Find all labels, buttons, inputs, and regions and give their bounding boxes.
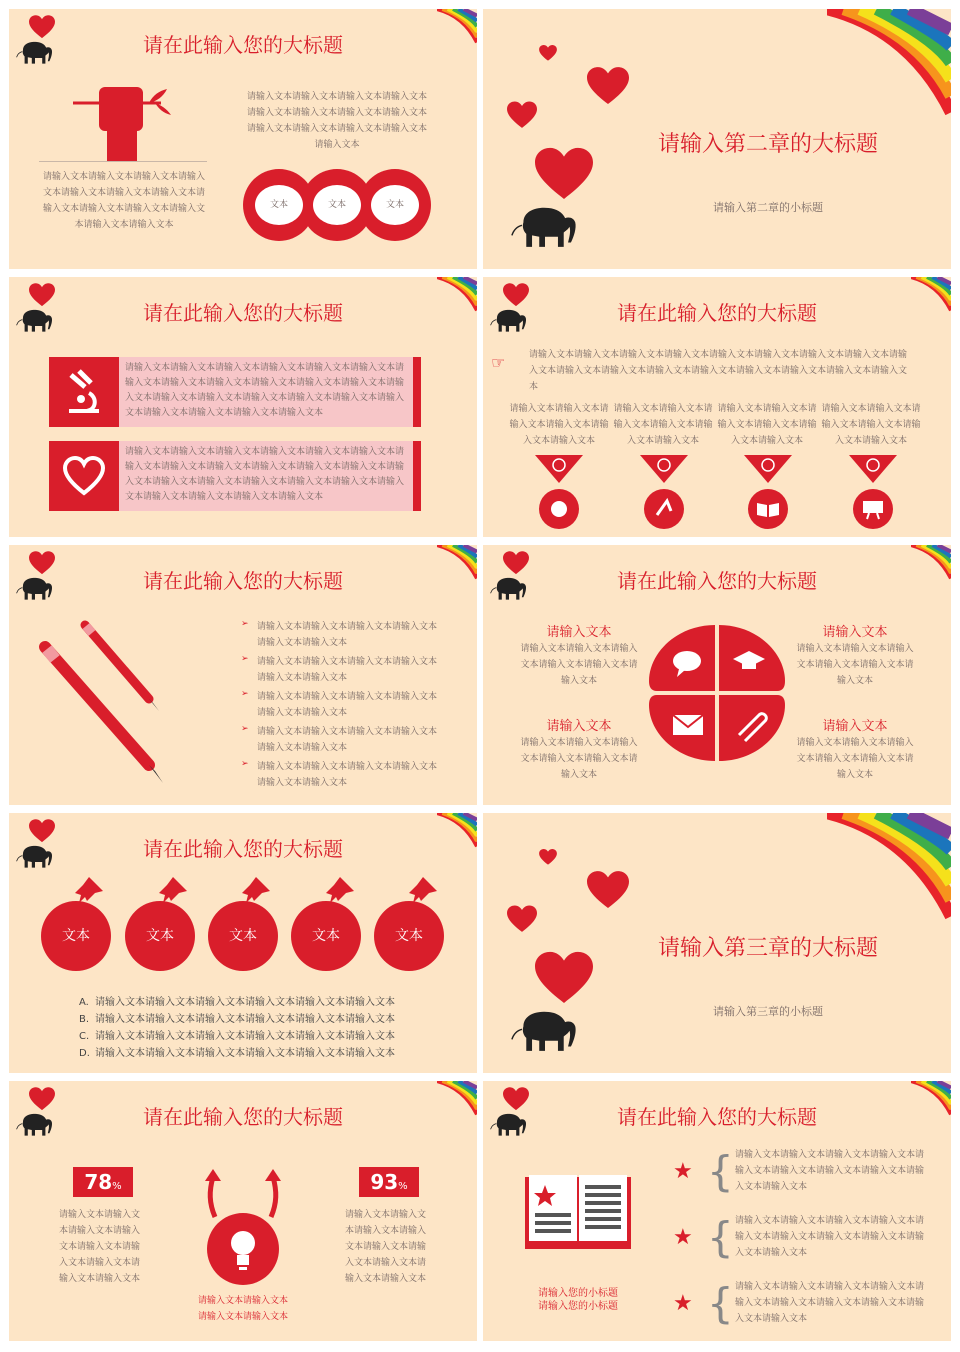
download-triangle-icon (535, 455, 583, 483)
pushpin-icon (159, 877, 187, 903)
slide-title: 请在此输入您的大标题 (143, 1105, 343, 1129)
item-text: 请输入文本请输入文本请输入文本请输入文本请输入文本请输入文本 (796, 644, 914, 686)
text-circle: 文本 (125, 901, 195, 971)
mail-icon (673, 715, 703, 735)
rainbow-icon (827, 9, 951, 133)
item-label: 请输入文本 (546, 719, 612, 734)
block-text: 请输入文本请输入文本请输入文本请输入文本请输入文本请输入文本请输入文本请输入文本请输入文本请输入文本请输入文本请输入文本请输入文本请输入文本请输入文本请输入文本请输入文本请输入文本请输入文本请输入文本请输入文本请输入文本请输入文本 (125, 363, 405, 418)
column-text: 请输入文本请输入文本请输入文本请输入文本请输入文本请输入文本 (509, 404, 609, 446)
pencils-icon (37, 615, 177, 785)
item-label: 请输入文本 (822, 719, 888, 734)
chevron-right-icon: ➢ (241, 759, 249, 769)
slide-title: 请在此输入您的大标题 (143, 837, 343, 861)
chapter-title: 请输入第三章的大标题 (657, 936, 878, 961)
circle-label: 文本 (255, 185, 303, 225)
book-subtitles: 请输入您的小标题 请输入您的小标题 (538, 1288, 618, 1312)
lightbulb-graphic (195, 1167, 291, 1291)
microscope-tile (49, 357, 119, 427)
bullet-item: ➢ 请输入文本请输入文本请输入文本请输入文本请输入文本请输入文本 (241, 619, 438, 648)
chapter-title: 请输入第二章的大标题 (657, 132, 878, 157)
right-text: 请输入文本请输入文本请输入文本请输入文本请输入文本请输入文本请输入文本请输入文本请输入文本请输入文本请输入文本请输入文本请输入文本 (246, 92, 427, 150)
bullet-item: ➢ 请输入文本请输入文本请输入文本请输入文本请输入文本请输入文本 (241, 689, 438, 718)
left-text: 请输入文本请输入文本请输入文本请输入文本请输入文本请输入文本请输入文本请输入文本请输入文本 (59, 1210, 141, 1284)
download-triangle-icon (640, 455, 688, 483)
slide-title: 请在此输入您的大标题 (143, 301, 343, 325)
bullet-item: ➢ 请输入文本请输入文本请输入文本请输入文本请输入文本请输入文本 (241, 759, 438, 788)
percent-badge: 78% (73, 1167, 133, 1197)
slide-4 (483, 277, 951, 537)
left-text: 请输入文本请输入文本请输入文本请输入文本请输入文本请输入文本请输入文本请输入文本请输入文本请输入文本请输入文本请输入文本请输入文本 (42, 172, 205, 230)
slide-1 (9, 9, 477, 269)
chapter-subtitle: 请输入第三章的小标题 (713, 1005, 823, 1018)
fist-icon (71, 77, 179, 161)
heart-icon (535, 951, 593, 1005)
rainbow-icon (827, 813, 951, 937)
slide-9 (9, 1081, 477, 1341)
column-text: 请输入文本请输入文本请输入文本请输入文本请输入文本请输入文本 (717, 404, 817, 446)
slide-3 (9, 277, 477, 537)
heart-outline-icon (49, 441, 119, 511)
slide-title: 请在此输入您的大标题 (143, 569, 343, 593)
pushpin-icon (409, 877, 437, 903)
column-text: 请输入文本请输入文本请输入文本请输入文本请输入文本请输入文本 (613, 404, 713, 446)
pushpin-icon (75, 877, 103, 903)
heart-icon (539, 45, 557, 61)
presentation-icon (853, 489, 893, 529)
circle-label: 文本 (371, 185, 419, 225)
heart-icon (507, 905, 537, 933)
star-icon: ★ (673, 1159, 693, 1184)
heart-icon (535, 147, 593, 201)
star-icon: ★ (673, 1225, 693, 1250)
circle-label: 文本 (313, 185, 361, 225)
accent-bar (413, 441, 421, 511)
slide-10 (483, 1081, 951, 1341)
list-item: B. 请输入文本请输入文本请输入文本请输入文本请输入文本请输入文本 (79, 1014, 395, 1025)
brace-icon: { (707, 1279, 734, 1328)
bullet-item: ➢ 请输入文本请输入文本请输入文本请输入文本请输入文本请输入文本 (241, 724, 438, 753)
slide-title: 请在此输入您的大标题 (143, 33, 343, 57)
slide-title: 请在此输入您的大标题 (617, 1105, 817, 1129)
music-icon (644, 489, 684, 529)
text-circle: 文本 (41, 901, 111, 971)
circle-group (243, 169, 433, 245)
arrow-up-icon (205, 1169, 221, 1181)
book-icon (748, 489, 788, 529)
icon-row (483, 453, 951, 533)
item-text: 请输入文本请输入文本请输入文本请输入文本请输入文本请输入文本请输入文本请输入文本请输入文本请输入文本 (735, 1282, 925, 1324)
text-circle: 文本 (291, 901, 361, 971)
microscope-icon (49, 357, 119, 427)
palette-icon (539, 489, 579, 529)
slide-title: 请在此输入您的大标题 (617, 569, 817, 593)
text-circle: 文本 (374, 901, 444, 971)
download-triangle-icon (744, 455, 792, 483)
right-text: 请输入文本请输入文本请输入文本请输入文本请输入文本请输入文本请输入文本请输入文本请输入文本 (345, 1210, 427, 1284)
chevron-right-icon: ➢ (241, 654, 249, 664)
bullet-list (241, 619, 441, 794)
heart-icon (587, 67, 629, 105)
heart-icon (507, 101, 537, 129)
item-label: 请输入文本 (546, 625, 612, 640)
clover-graphic (647, 623, 787, 763)
star-icon: ★ (673, 1291, 693, 1316)
pushpin-icon (326, 877, 354, 903)
slide-5 (9, 545, 477, 805)
chevron-right-icon: ➢ (241, 689, 249, 699)
clip-petal (719, 695, 785, 761)
list-item: C. 请输入文本请输入文本请输入文本请输入文本请输入文本请输入文本 (79, 1031, 395, 1042)
download-triangle-icon (849, 455, 897, 483)
text-circle: 文本 (208, 901, 278, 971)
slide-title: 请在此输入您的大标题 (617, 301, 817, 325)
chapter-subtitle: 请输入第二章的小标题 (713, 201, 823, 214)
list-item: D. 请输入文本请输入文本请输入文本请输入文本请输入文本请输入文本 (79, 1048, 395, 1059)
item-text: 请输入文本请输入文本请输入文本请输入文本请输入文本请输入文本 (520, 644, 638, 686)
item-label: 请输入文本 (822, 625, 888, 640)
arrow-up-icon (265, 1169, 281, 1181)
lettered-list (79, 993, 419, 1061)
open-book-icon (523, 1173, 633, 1253)
heart-icon (539, 849, 557, 865)
chevron-right-icon: ➢ (241, 724, 249, 734)
accent-bar (413, 357, 421, 427)
bullet-item: ➢ 请输入文本请输入文本请输入文本请输入文本请输入文本请输入文本 (241, 654, 438, 683)
percent-badge: 93% (359, 1167, 419, 1197)
intro-text: 请输入文本请输入文本请输入文本请输入文本请输入文本请输入文本请输入文本请输入文本请输入文本请输入文本请输入文本请输入文本请输入文本请输入文本请输入文本请输入文本请输入文本 (529, 350, 908, 392)
pushpin-icon (242, 877, 270, 903)
column-text: 请输入文本请输入文本请输入文本请输入文本请输入文本请输入文本 (821, 404, 921, 446)
elephant-icon (509, 199, 581, 253)
divider (39, 161, 207, 162)
brace-icon: { (707, 1147, 734, 1196)
item-text: 请输入文本请输入文本请输入文本请输入文本请输入文本请输入文本 (796, 738, 914, 780)
item-text: 请输入文本请输入文本请输入文本请输入文本请输入文本请输入文本请输入文本请输入文本请输入文本请输入文本 (735, 1150, 925, 1192)
chevron-right-icon: ➢ (241, 619, 249, 629)
item-text: 请输入文本请输入文本请输入文本请输入文本请输入文本请输入文本请输入文本请输入文本请输入文本请输入文本 (735, 1216, 925, 1258)
slide-2 (483, 9, 951, 269)
list-item: A. 请输入文本请输入文本请输入文本请输入文本请输入文本请输入文本 (79, 997, 395, 1008)
heart-tile (49, 441, 119, 511)
elephant-icon (509, 1003, 581, 1057)
item-text: 请输入文本请输入文本请输入文本请输入文本请输入文本请输入文本 (520, 738, 638, 780)
slide-6 (483, 545, 951, 805)
slide-7 (9, 813, 477, 1073)
slide-8 (483, 813, 951, 1073)
block-text: 请输入文本请输入文本请输入文本请输入文本请输入文本请输入文本请输入文本请输入文本请输入文本请输入文本请输入文本请输入文本请输入文本请输入文本请输入文本请输入文本请输入文本请输入文本请输入文本请输入文本请输入文本请输入文本请输入文本 (125, 447, 405, 502)
brace-icon: { (707, 1213, 734, 1262)
center-text: 请输入文本请输入文本 请输入文本请输入文本 (197, 1296, 288, 1322)
heart-icon (587, 871, 629, 909)
pointing-hand-icon: ☞ (491, 353, 506, 372)
